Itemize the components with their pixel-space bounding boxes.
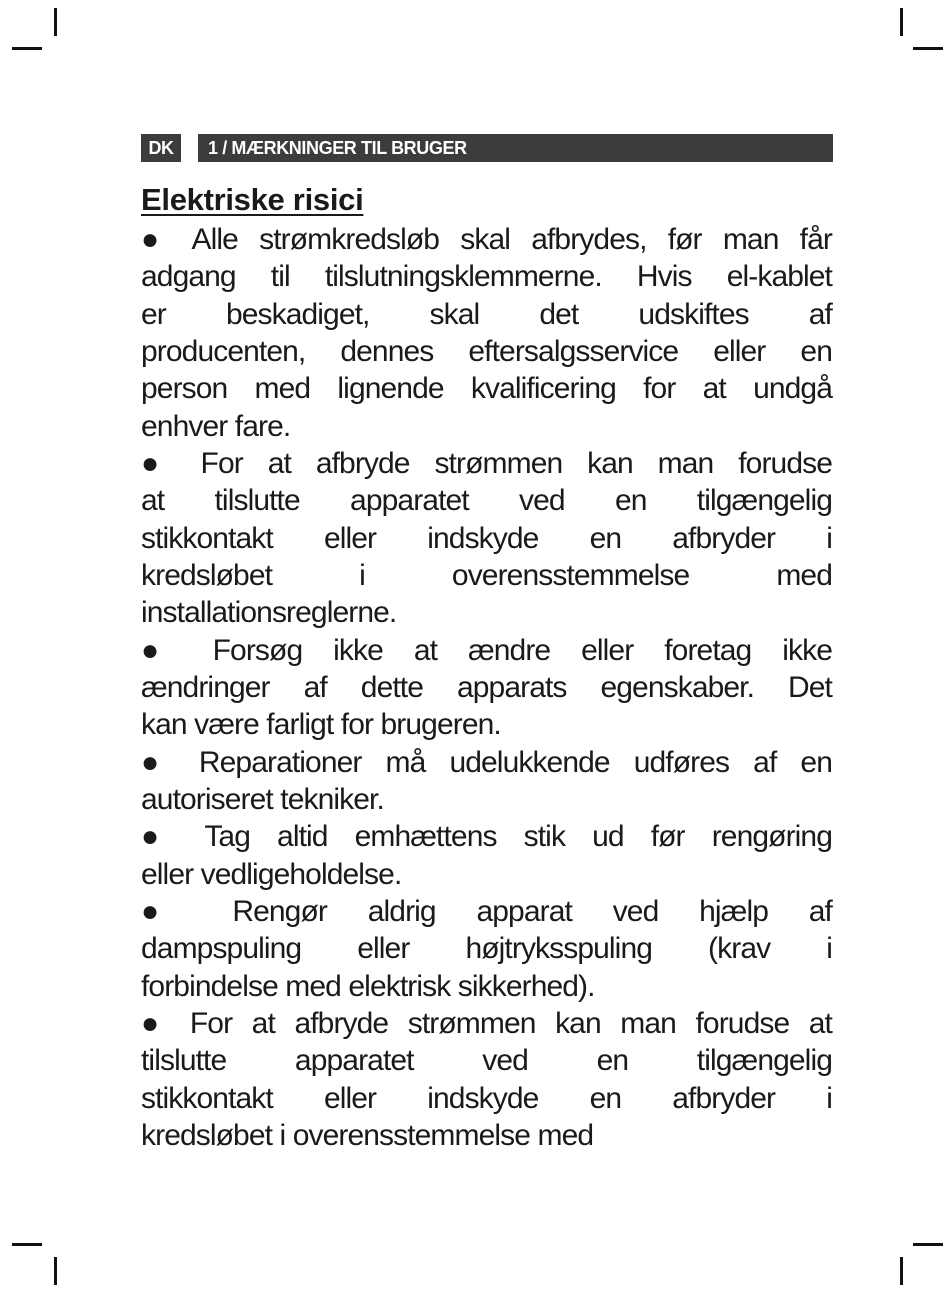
text-line: producenten, dennes eftersalgsservice eller en [141,334,832,368]
crop-mark-bottom-right-horizontal [913,1243,943,1246]
crop-mark-bottom-left-vertical [54,1257,57,1285]
text-line: ● Tag altid emhættens stik ud før rengøring [141,820,832,854]
text-line: kredsløbet i overensstemmelse med [141,1118,594,1152]
crop-mark-top-left-horizontal [12,47,42,50]
text-line: ● Reparationer må udelukkende udføres af en [141,745,832,779]
text-line: stikkontakt eller indskyde en afbryder i [141,1081,832,1115]
text-line: ● Alle strømkredsløb skal afbrydes, før man får [141,223,832,256]
text-line: ● Forsøg ikke at ændre eller foretag ikke [141,633,832,667]
text-line: dampspuling eller højtryksspuling (krav i [141,932,832,966]
crop-mark-bottom-right-vertical [900,1257,903,1285]
text-line: installationsreglerne. [141,596,397,630]
text-line: ● For at afbryde strømmen kan man forudse at [141,1006,832,1040]
text-line: kan være farligt for brugeren. [141,708,501,742]
text-line: eller vedligeholdelse. [141,857,402,891]
language-tag: DK [141,134,181,162]
text-line: kredsløbet i overensstemmelse med [141,558,832,592]
text-line: ● For at afbryde strømmen kan man forudse [141,446,832,480]
crop-mark-top-right-vertical [900,8,903,36]
text-line: at tilslutte apparatet ved en tilgængelig [141,484,832,518]
text-line: autoriseret tekniker. [141,782,384,816]
text-line: person med lignende kvalificering for at undgå [141,372,832,406]
section-heading: Elektriske risici [141,182,364,217]
crop-mark-top-right-horizontal [913,47,943,50]
crop-mark-top-left-vertical [54,8,57,36]
text-line: tilslutte apparatet ved en tilgængelig [141,1044,832,1078]
body-text [141,221,832,1154]
text-line: ændringer af dette apparats egenskaber. Det [141,670,832,704]
text-line: ● Rengør aldrig apparat ved hjælp af [141,894,832,928]
section-title-bar: 1 / MÆRKNINGER TIL BRUGER [198,134,833,162]
text-line: stikkontakt eller indskyde en afbryder i [141,521,832,555]
text-line: enhver fare. [141,409,291,443]
crop-mark-bottom-left-horizontal [12,1243,42,1246]
text-line: er beskadiget, skal det udskiftes af [141,297,832,331]
text-line: forbindelse med elektrisk sikkerhed). [141,969,595,1003]
text-line: adgang til tilslutningsklemmerne. Hvis el-kablet [141,260,832,294]
